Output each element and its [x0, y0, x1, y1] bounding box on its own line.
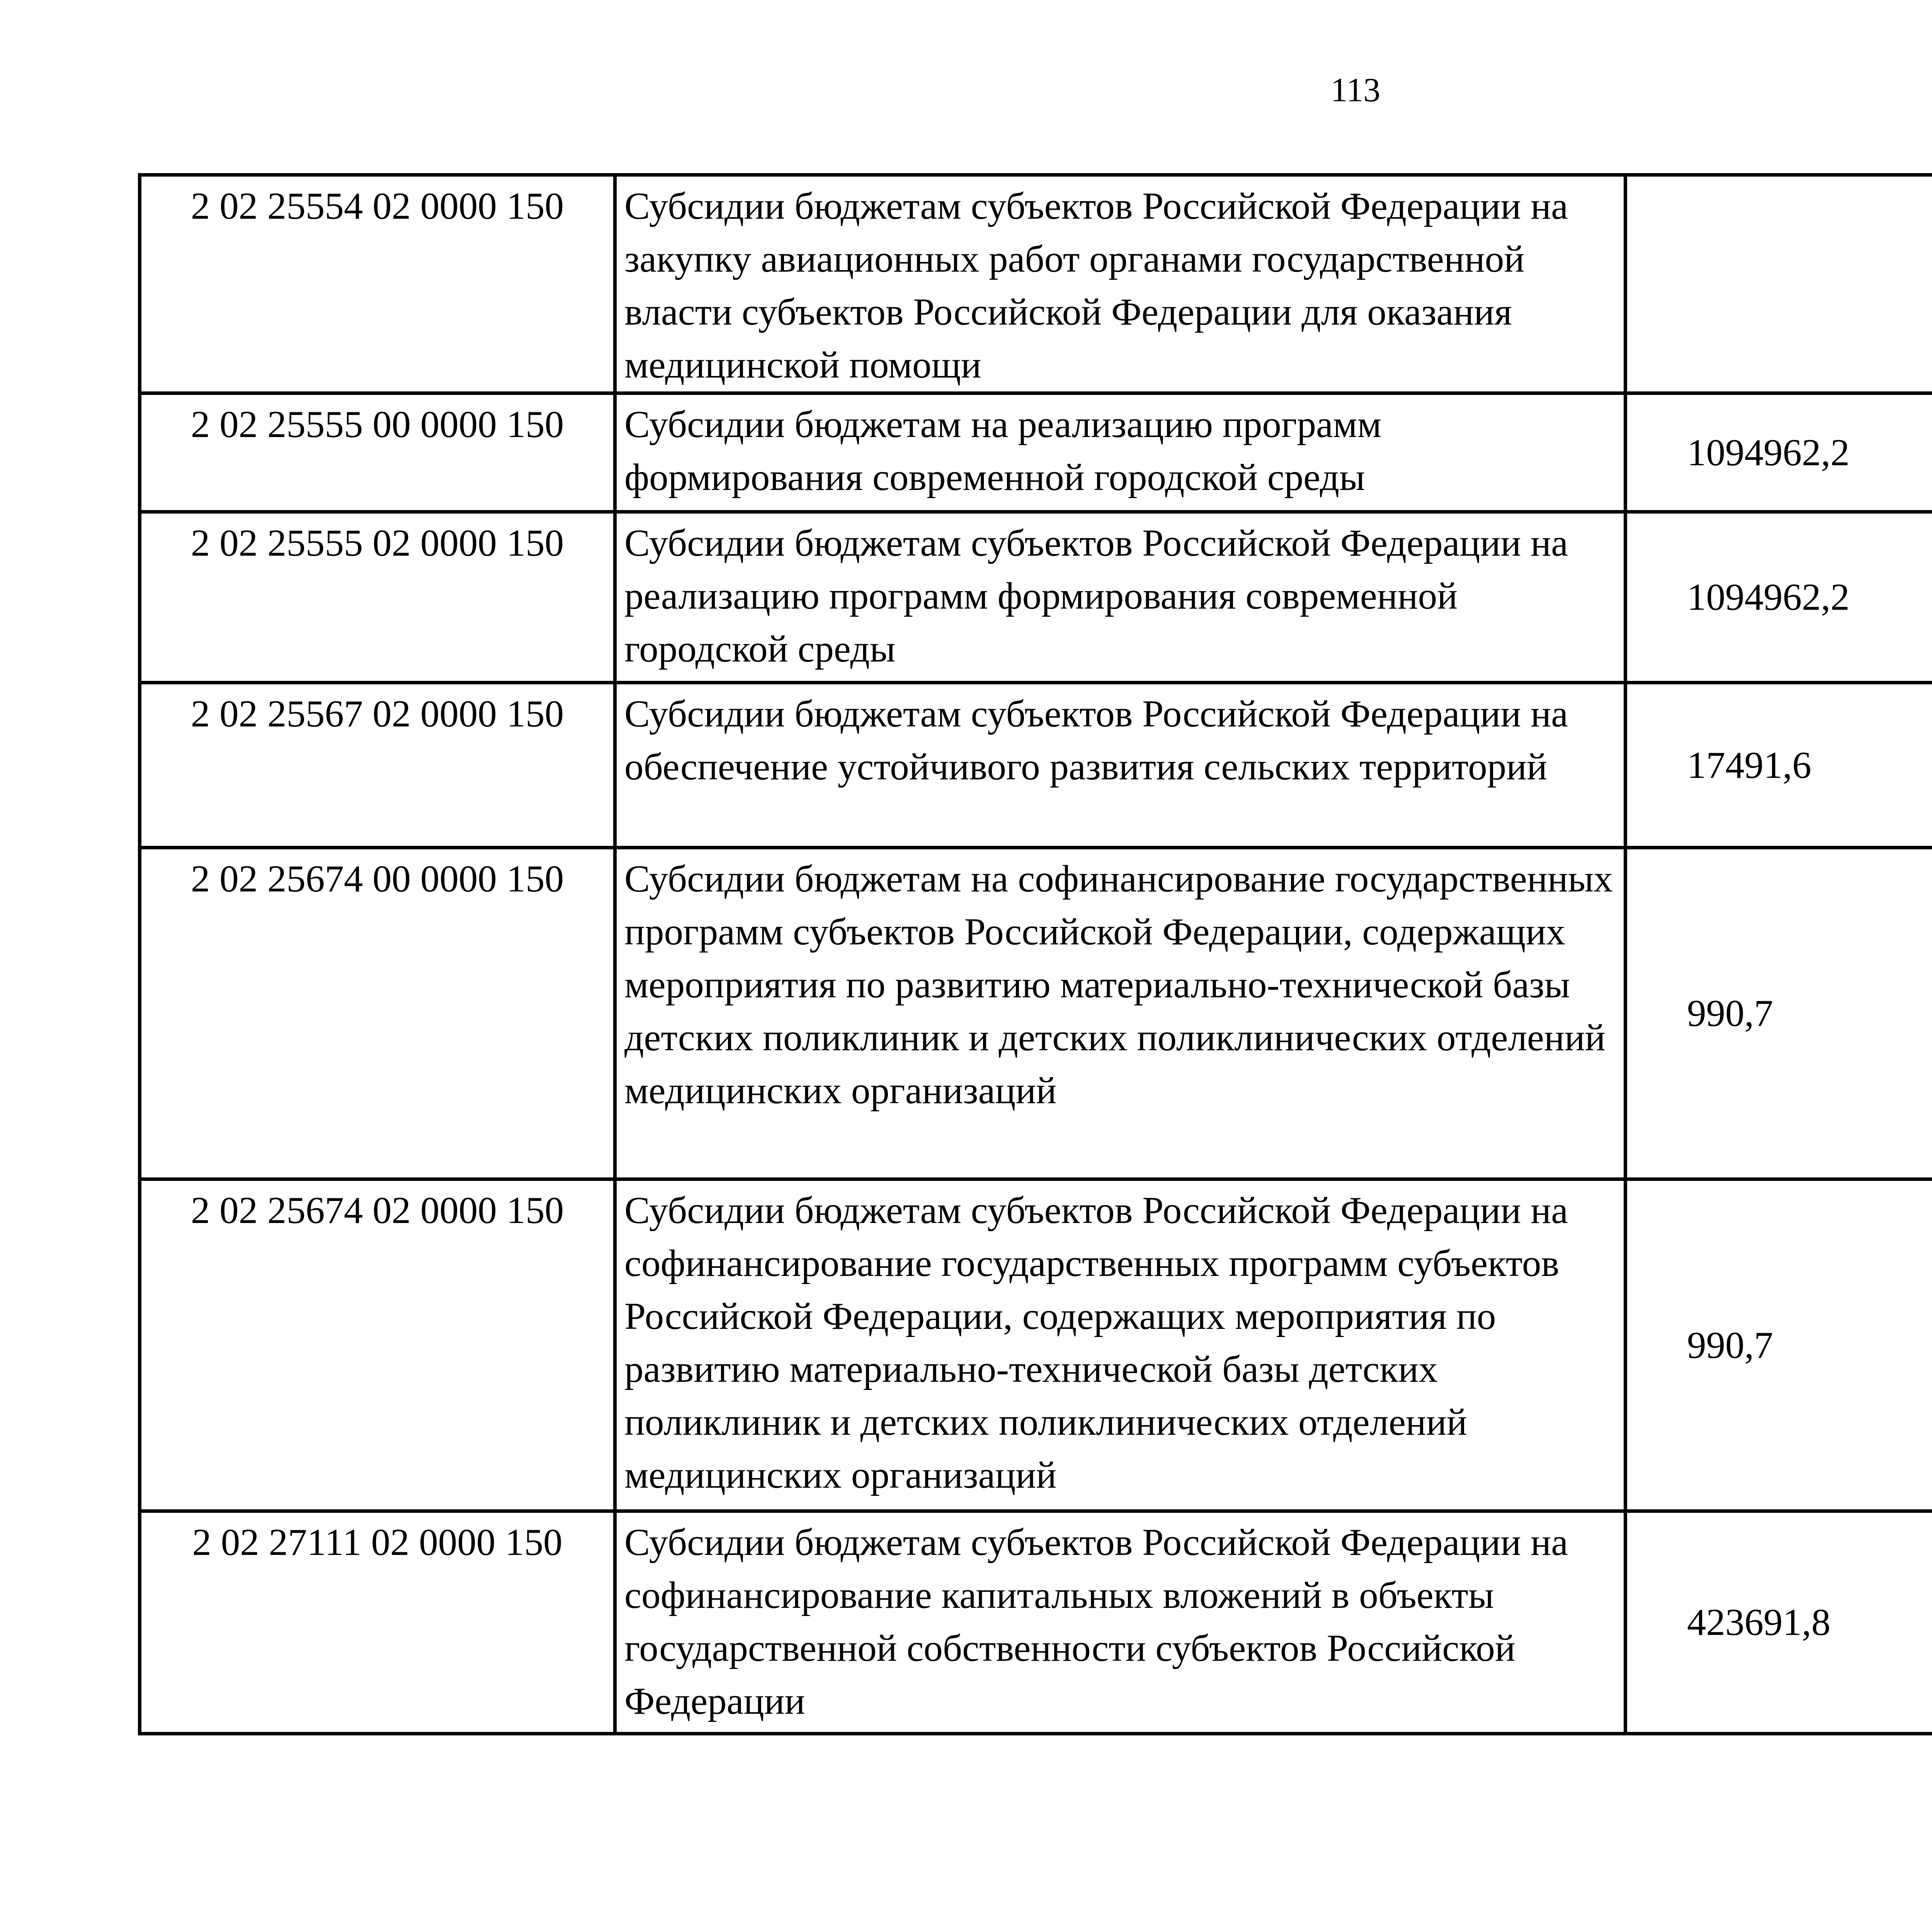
budget-code-cell: 2 02 25674 02 0000 150: [140, 1179, 615, 1511]
description-cell: Субсидии бюджетам на реализацию программ формирования современной городской среды: [615, 393, 1626, 512]
description-cell: Субсидии бюджетам субъектов Российской Федерации на софинансирование капитальных вложений в объекты государственной собственности субъектов Российской Федерации: [615, 1511, 1626, 1734]
budget-code-cell: 2 02 27111 02 0000 150: [140, 1511, 615, 1734]
budget-revenue-table: [138, 173, 1932, 1735]
value-cell-1: 1094962,2: [1626, 512, 1932, 683]
budget-code-cell: 2 02 25674 00 0000 150: [140, 848, 615, 1179]
table-row: [140, 848, 1932, 1179]
table-row: [140, 512, 1932, 683]
value-cell-1: 990,7: [1626, 848, 1932, 1179]
value-cell-1: 1094962,2: [1626, 393, 1932, 512]
budget-code-cell: 2 02 25555 00 0000 150: [140, 393, 615, 512]
value-cell-1: 17491,6: [1626, 683, 1932, 848]
table-row: [140, 393, 1932, 512]
budget-code-cell: 2 02 25554 02 0000 150: [140, 175, 615, 393]
table-row: [140, 1179, 1932, 1511]
description-cell: Субсидии бюджетам субъектов Российской Федерации на реализацию программ формирования современной городской среды: [615, 512, 1626, 683]
value-cell-1: 990,7: [1626, 1179, 1932, 1511]
table-row: [140, 1511, 1932, 1734]
page-number: 113: [1330, 71, 1381, 109]
description-cell: Субсидии бюджетам субъектов Российской Федерации на софинансирование государственных программ субъектов Российской Федерации, содержащих мероприятия по развитию материально-технической базы детских поликлиник и детских поликлинических отделений медицинских организаций: [615, 1179, 1626, 1511]
value-cell-1: [1626, 175, 1932, 393]
budget-code-cell: 2 02 25555 02 0000 150: [140, 512, 615, 683]
description-cell: Субсидии бюджетам субъектов Российской Федерации на закупку авиационных работ органами государственной власти субъектов Российской Федерации для оказания медицинской помощи: [615, 175, 1626, 393]
table-row: [140, 175, 1932, 393]
description-cell: Субсидии бюджетам субъектов Российской Федерации на обеспечение устойчивого развития сельских территорий: [615, 683, 1626, 848]
table-row: [140, 683, 1932, 848]
description-cell: Субсидии бюджетам на софинансирование государственных программ субъектов Российской Федерации, содержащих мероприятия по развитию материально-технической базы детских поликлиник и детских поликлинических отделений медицинских организаций: [615, 848, 1626, 1179]
value-cell-1: 423691,8: [1626, 1511, 1932, 1734]
budget-code-cell: 2 02 25567 02 0000 150: [140, 683, 615, 848]
